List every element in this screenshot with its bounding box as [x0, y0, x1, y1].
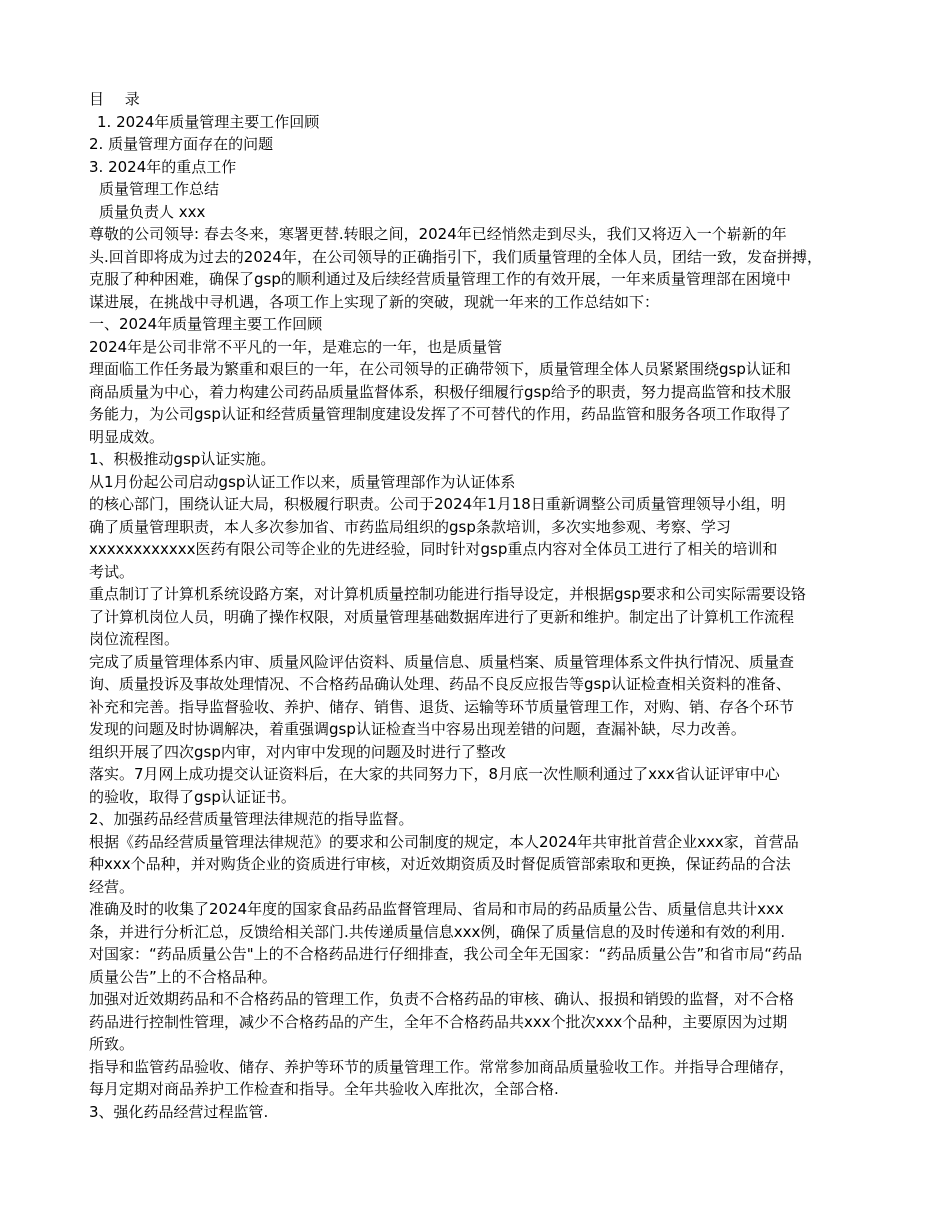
toc-item: 3. 2024年的重点工作: [89, 157, 237, 176]
text-line: 的核心部门，围绕认证大局，积极履行职责。公司于2024年1月18日重新调整公司质量管理领导小组，明: [89, 495, 786, 513]
toc-item: 2. 质量管理方面存在的问题: [89, 135, 274, 153]
text-line: 头.回首即将成为过去的2024年，在公司领导的正确指引下，我们质量管理的全体人员，团结一致，发奋拼搏，: [89, 247, 822, 266]
text-line: 询、质量投诉及事故处理情况、不合格药品确认处理、药品不良反应报告等gsp认证检查相关资料的准备、: [89, 675, 791, 693]
text-line: 经营。: [89, 877, 135, 896]
subsection-heading: [89, 1123, 861, 1146]
text-line: 谋进展，在挑战中寻机遇，各项工作上实现了新的突破，现就一年来的工作总结如下：: [89, 292, 660, 311]
toc-item: 1. 2024年质量管理主要工作回顾: [97, 112, 320, 131]
text-line: 了计算机岗位人员，明确了操作权限，对质量管理基础数据库进行了更新和维护。制定出了计算机工作流程: [89, 607, 795, 626]
text-line: 商品质量为中心，着力构建公司药品质量监督体系，积极仔细履行gsp给予的职责，努力提高监管和技术服: [89, 382, 791, 401]
text-line: 克服了种种困难，确保了gsp的顺利通过及后续经营质量管理工作的有效开展，一年来质量管理部在困境中: [89, 270, 791, 288]
text-line: 3、强化药品经营过程监管.: [89, 1102, 269, 1121]
text-line: 所致。: [89, 1035, 135, 1053]
text-line: 2024年是公司非常不平凡的一年，是难忘的一年，也是质量管: [89, 337, 503, 356]
text-line: 务能力，为公司gsp认证和经营质量管理制度建设发挥了不可替代的作用，药品监管和服务各项工作取得了: [89, 405, 791, 423]
toc-title: 目 录: [89, 90, 148, 108]
text-line: 根据《药品经营质量管理法律规范》的要求和公司制度的规定，本人2024年共审批首营企业xxx家，首营品: [89, 832, 799, 851]
text-line: 重点制订了计算机系统设路方案，对计算机质量控制功能进行指导设定，并根据gsp要求和公司实际需要设铬: [89, 585, 806, 603]
text-line: 明显成效。: [89, 427, 165, 446]
subsection-heading: 2、加强药品经营质量管理法律规范的指导监督。: [89, 810, 414, 828]
text-line: 组织开展了四次gsp内审，对内审中发现的问题及时进行了整改: [89, 742, 506, 761]
text-line: 条，并进行分析汇总，反馈给相关部门.共传递质量信息xxx例，确保了质量信息的及时传递和有效的利用.: [89, 922, 786, 941]
text-line: 质量公告”上的不合格品种。: [89, 967, 277, 986]
text-line: 从1月份起公司启动gsp认证工作以来，质量管理部作为认证体系: [89, 472, 516, 491]
text-line: 落实。7月网上成功提交认证资料后，在大家的共同努力下，8月底一次性顺利通过了xxx省认证评审中心: [89, 765, 780, 783]
author-line: 质量负责人 xxx: [99, 202, 206, 221]
text-line: 的验收，取得了gsp认证证书。: [89, 787, 296, 806]
text-line: 加强对近效期药品和不合格药品的管理工作，负责不合格药品的审核、确认、报损和销毁的监督，对不合格: [89, 990, 795, 1008]
text-line: 对国家：“药品质量公告"上的不合格药品进行仔细排查，我公司全年无国家：“药品质量公告”和省市局“药品: [89, 945, 802, 963]
body-text: [89, 223, 861, 1146]
text-line: 完成了质量管理体系内审、质量风险评估资料、质量信息、质量档案、质量管理体系文件执行情况、质量查: [89, 652, 795, 671]
text-line: 指导和监管药品验收、储存、养护等环节的质量管理工作。常常参加商品质量验收工作。并指导合理储存，: [89, 1057, 795, 1076]
text-line: 确了质量管理职责，本人多次参加省、市药监局组织的gsp条款培训，多次实地参观、考察、学习: [89, 517, 731, 536]
subsection-heading: 1、积极推动gsp认证实施。: [89, 450, 276, 468]
document-title: 质量管理工作总结: [99, 180, 220, 198]
document-page: [89, 88, 861, 1146]
text-line: 发现的问题及时协调解决，着重强调gsp认证检查当中容易出现差错的问题，查漏补缺，尽力改善。: [89, 720, 746, 738]
section-heading: 一、2024年质量管理主要工作回顾: [89, 315, 323, 333]
text-line: 药品进行控制性管理，减少不合格药品的产生，全年不合格药品共xxx个批次xxx个品种，主要原因为过期: [89, 1012, 788, 1031]
text-line: 补充和完善。指导监督验收、养护、储存、销售、退货、运输等环节质量管理工作，对购、销、存各个环节: [89, 697, 795, 716]
text-line: 考试。: [89, 562, 135, 581]
text-line: 尊敬的公司领导: 春去冬来，寒署更替.转眼之间，2024年已经悄然走到尽头，我们又将迈入一个崭新的年: [89, 225, 787, 243]
text-line: 岗位流程图。: [89, 630, 180, 648]
text-line: 理面临工作任务最为繁重和艰巨的一年，在公司领导的正确带领下，质量管理全体人员紧紧围绕gsp认证和: [89, 360, 791, 378]
text-line: xxxxxxxxxxxx医药有限公司等企业的先进经验，同时针对gsp重点内容对全体员工进行了相关的培训和: [89, 540, 778, 558]
text-line: 种xxx个品种，并对购货企业的资质进行审核，对近效期资质及时督促质管部索取和更换，保证药品的合法: [89, 855, 791, 873]
text-line: 每月定期对商品养护工作检查和指导。全年共验收入库批次，全部合格.: [89, 1080, 559, 1098]
text-line: 准确及时的收集了2024年度的国家食品药品监督管理局、省局和市局的药品质量公告、质量信息共计xxx: [89, 900, 784, 918]
